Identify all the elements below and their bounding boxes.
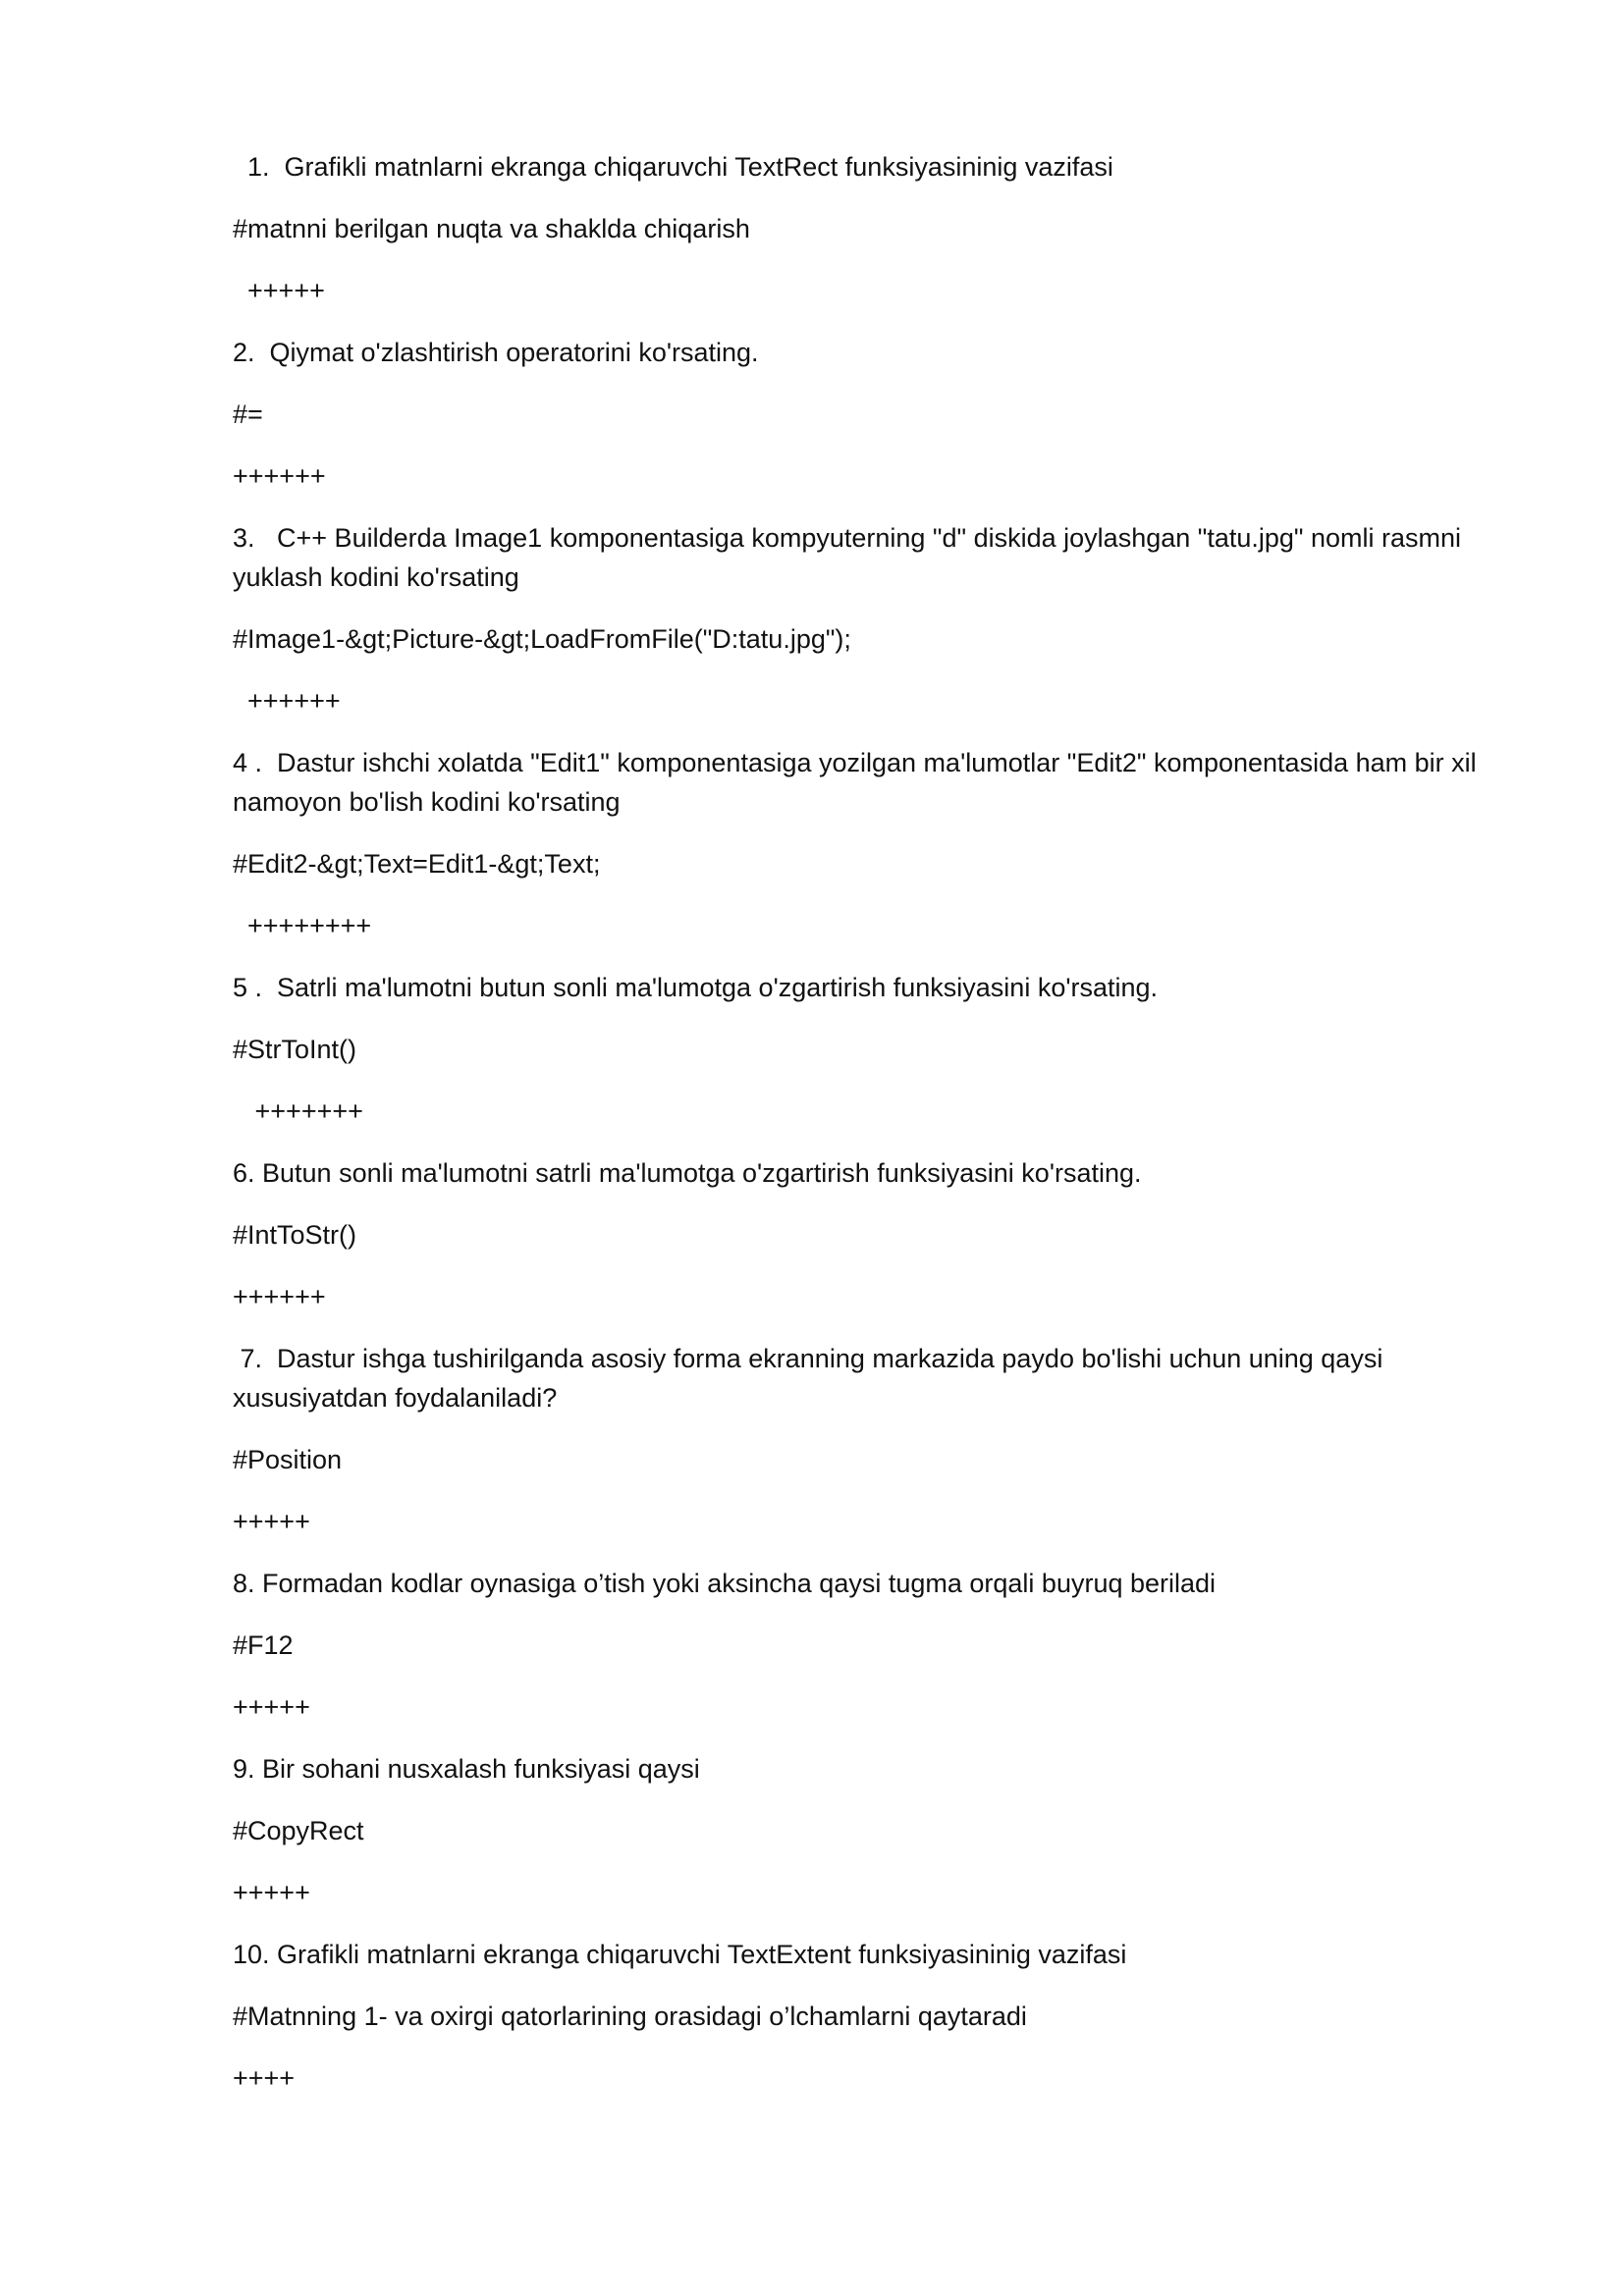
answer-text: #F12 xyxy=(233,1630,294,1660)
question-text: 9. Bir sohani nusxalash funksiyasi qaysi xyxy=(233,1754,700,1784)
question-text: 10. Grafikli matnlarni ekranga chiqaruvchi TextExtent funksiyasininig vazifasi xyxy=(233,1940,1127,1969)
answer-text: #StrToInt() xyxy=(233,1035,357,1064)
question-text: 2. Qiymat o'zlashtirish operatorini ko'rsating. xyxy=(233,338,759,367)
question-text: 6. Butun sonli ma'lumotni satrli ma'lumotga o'zgartirish funksiyasini ko'rsating. xyxy=(233,1158,1142,1188)
question-block-4 xyxy=(233,743,1529,945)
question-block-5 xyxy=(233,968,1529,1131)
answer-text: #Image1-&gt;Picture-&gt;LoadFromFile("D:tatu.jpg"); xyxy=(233,624,851,654)
separator-text: ++++++ xyxy=(233,1282,326,1311)
question-block-6 xyxy=(233,1153,1529,1316)
separator-text: +++++ xyxy=(233,276,325,305)
question-block-7 xyxy=(233,1339,1529,1541)
answer-text: #IntToStr() xyxy=(233,1220,357,1250)
answer-text: #CopyRect xyxy=(233,1816,364,1845)
separator-text: +++++ xyxy=(233,1507,310,1536)
separator-text: +++++ xyxy=(233,1878,310,1907)
separator-text: ++++++ xyxy=(233,461,326,491)
answer-text: #Position xyxy=(233,1445,343,1474)
question-block-8 xyxy=(233,1564,1529,1727)
separator-text: ++++++++ xyxy=(233,911,372,940)
question-block-10 xyxy=(233,1935,1529,2098)
test-question-list xyxy=(233,147,1529,2120)
answer-text: #= xyxy=(233,400,263,429)
question-text: 3. C++ Builderda Image1 komponentasiga kompyuterning "d" diskida joylashgan "tatu.jpg" nomli rasmni yuklash kodini ko'rsating xyxy=(233,523,1469,592)
question-text: 1. Grafikli matnlarni ekranga chiqaruvchi TextRect funksiyasininig vazifasi xyxy=(233,152,1113,182)
question-text: 8. Formadan kodlar oynasiga o’tish yoki aksincha qaysi tugma orqali buyruq beriladi xyxy=(233,1569,1217,1598)
separator-text: ++++++ xyxy=(233,686,341,716)
question-text: 4 . Dastur ishchi xolatda "Edit1" komponentasiga yozilgan ma'lumotlar "Edit2" komponentasida ham bir xil namoyon bo'lish kodini ko'rsating xyxy=(233,748,1485,817)
question-text: 7. Dastur ishga tushirilganda asosiy forma ekranning markazida paydo bo'lishi uchun uning qaysi xususiyatdan foydalaniladi? xyxy=(233,1344,1390,1413)
question-text: 5 . Satrli ma'lumotni butun sonli ma'lumotga o'zgartirish funksiyasini ko'rsating. xyxy=(233,973,1159,1002)
separator-text: +++++ xyxy=(233,1692,310,1722)
question-block-3 xyxy=(233,518,1529,721)
answer-text: #Edit2-&gt;Text=Edit1-&gt;Text; xyxy=(233,849,601,879)
answer-text: #Matnning 1- va oxirgi qatorlarining orasidagi o’lchamlarni qaytaradi xyxy=(233,2002,1027,2031)
question-block-2 xyxy=(233,333,1529,496)
question-block-1 xyxy=(233,147,1529,310)
question-block-9 xyxy=(233,1749,1529,1912)
answer-text: #matnni berilgan nuqta va shaklda chiqarish xyxy=(233,214,750,243)
separator-text: +++++++ xyxy=(233,1096,363,1126)
separator-text: ++++ xyxy=(233,2063,296,2093)
